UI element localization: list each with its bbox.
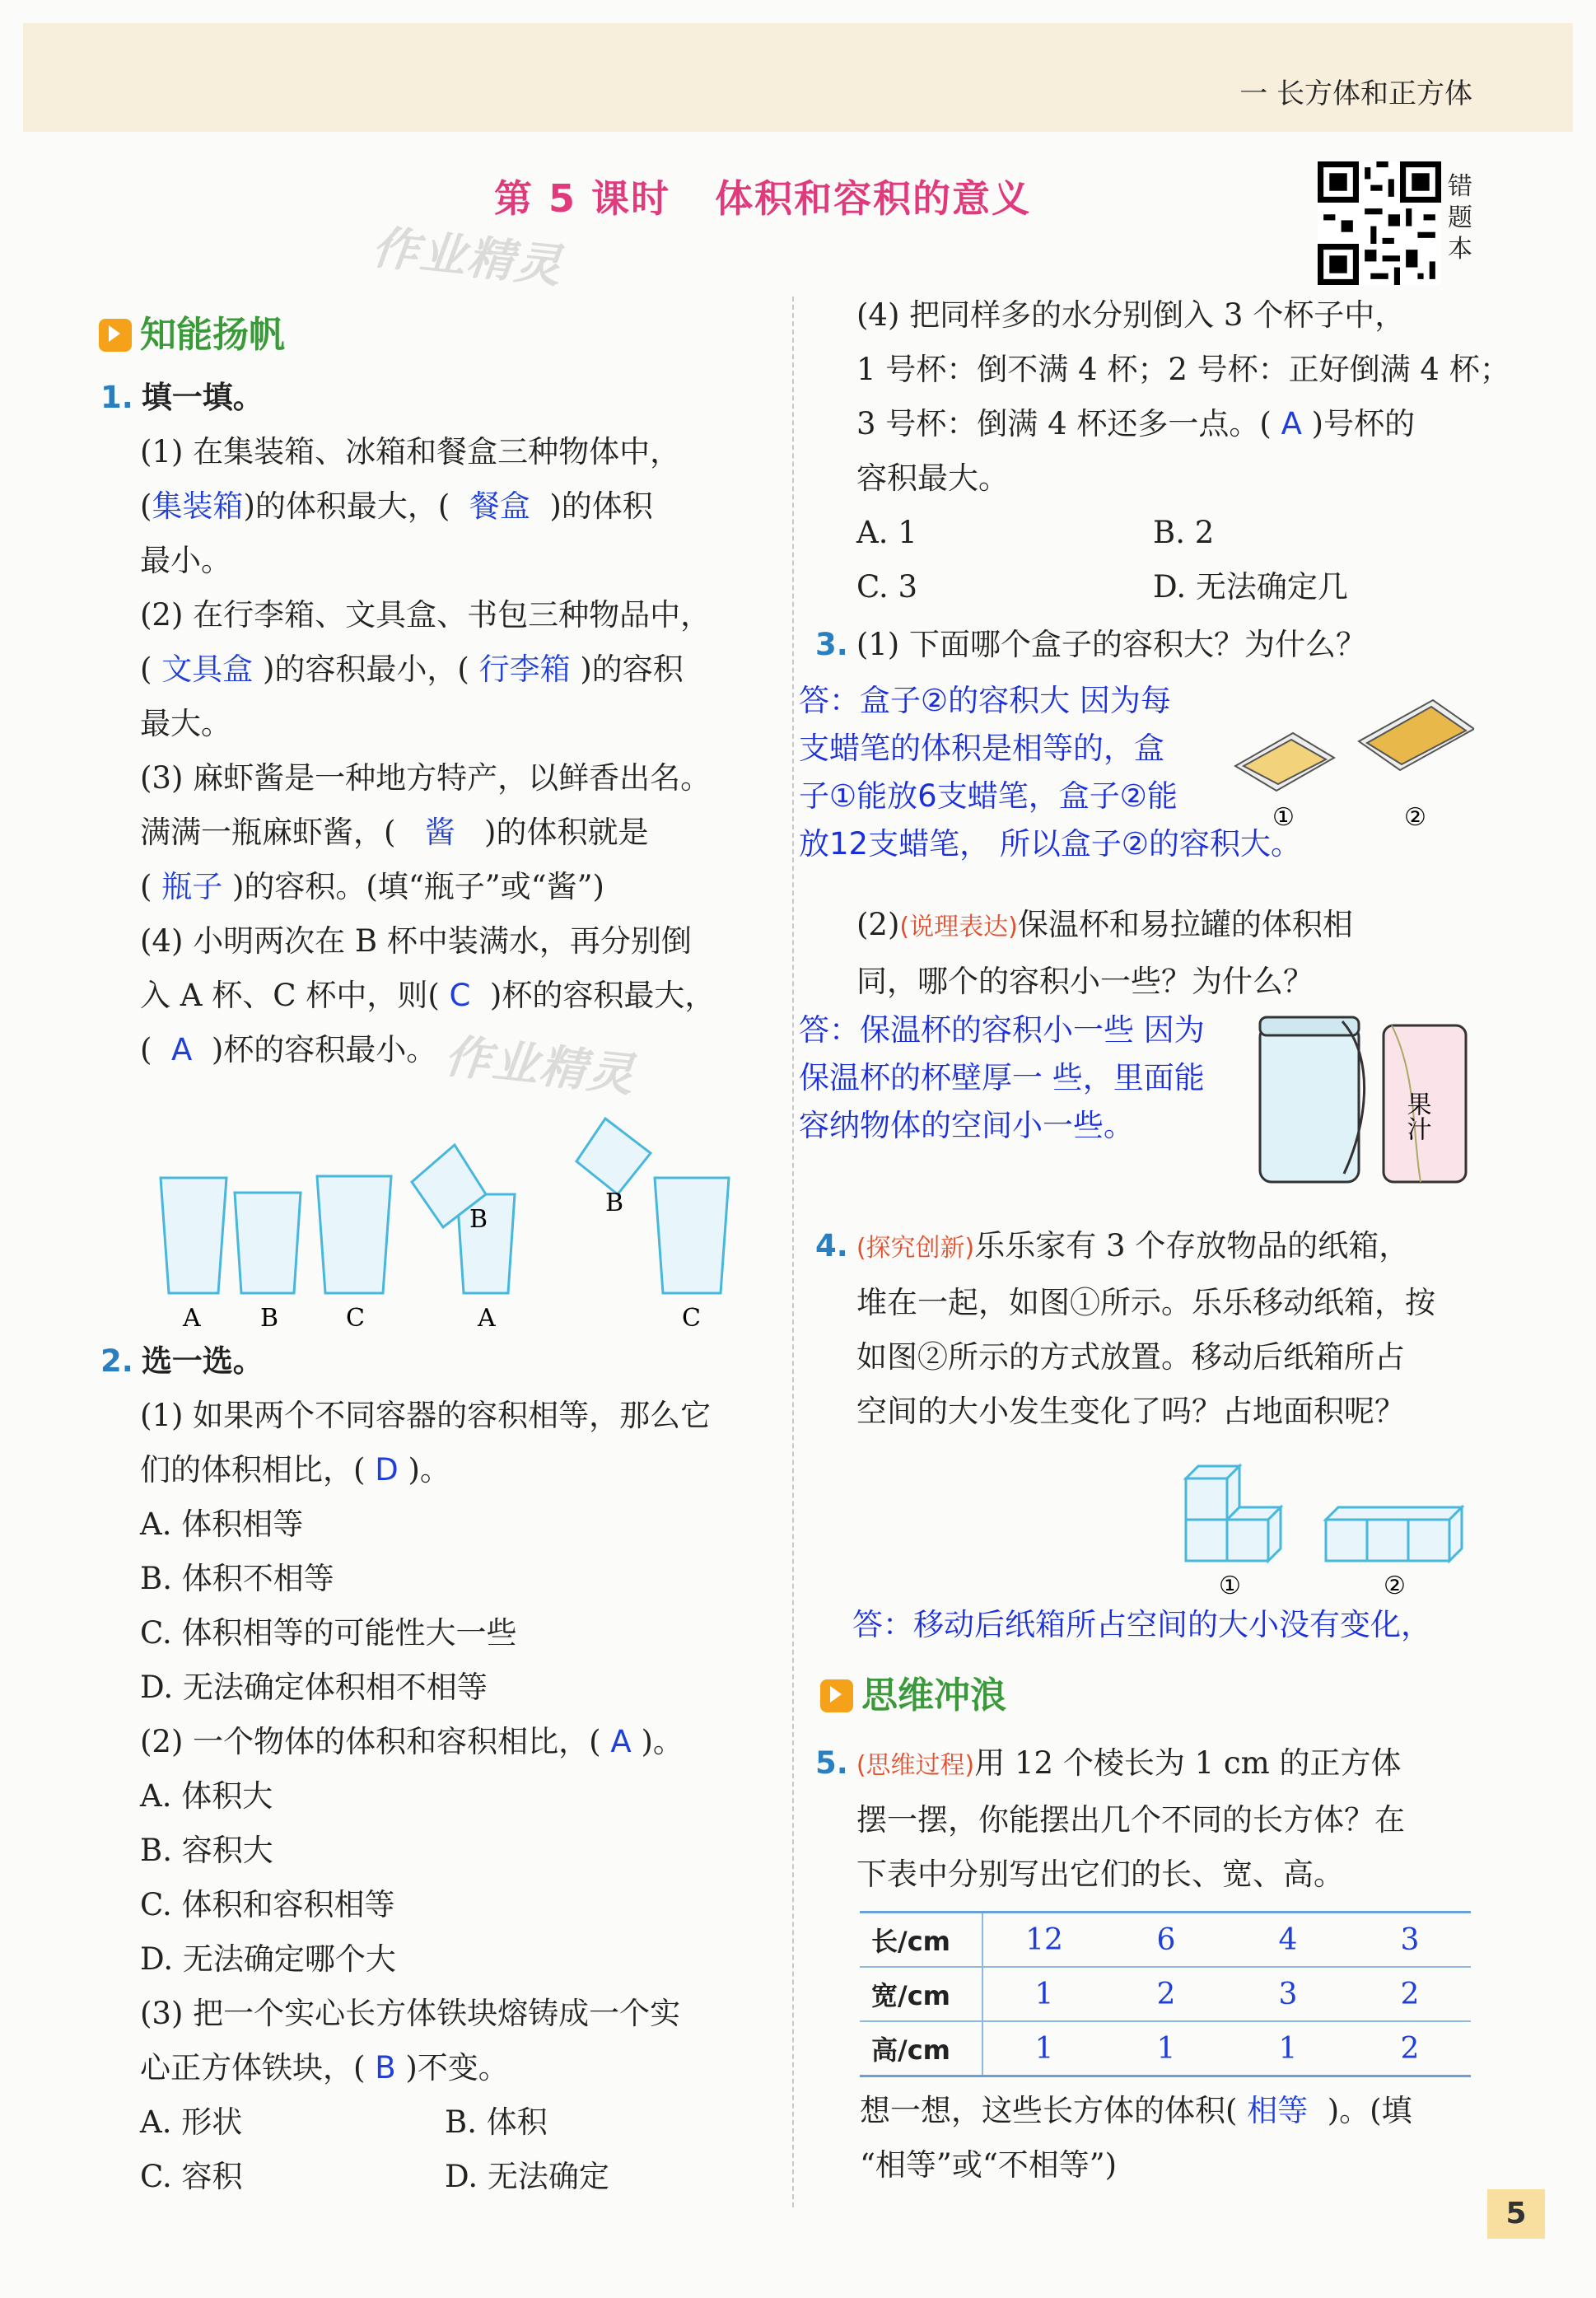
table-cell: 1 [1227, 2021, 1349, 2076]
answer: 瓶子 [161, 869, 223, 904]
table-cell: 3 [1227, 1967, 1349, 2021]
answer-3-1: 答：盒子②的容积大 因为每 支蜡笔的体积是相等的，盒 子①能放6支蜡笔，盒子②能 放12支蜡笔， 所以盒子②的容积大。 [799, 683, 1302, 862]
table-cell: 1 [982, 1967, 1105, 2021]
table-cell: 2 [1349, 2021, 1471, 2076]
question-2: 2. 选一选。 (1) 如果两个不同容器的容积相等，那么它 们的体积相比，( D )。 A. 体积相等 B. 体积不相等 C. 体积相等的可能性大一些 D. 无法确定体积相不相等 (2) 一个物体的体积和容积相比，( A )。 A. 体积大 B. 容积大 C. 体积和容积相等 D. 无法确定哪个大 (3) 把一个实心长方体铁块熔铸成一个实 心正方体铁块，( B )不变。 A. 形状 B. 体积 C. 容积 D. 无法确定 [100, 1343, 712, 2194]
answer: A [610, 1724, 632, 1759]
lesson-number: 第 5 课时 [494, 176, 671, 221]
tag-label: (说理表达) [899, 913, 1018, 941]
svg-text:A: A [183, 1304, 201, 1333]
table-cell: 1 [1105, 2021, 1227, 2076]
question-1: 1. 填一填。 (1) 在集装箱、冰箱和餐盒三种物体中， (集装箱)的体积最大，( 餐盒 )的体积 最小。 (2) 在行李箱、文具盒、书包三种物品中， ( 文具盒 )的容积最小，( 行李箱 )的容积 最大。 (3) 麻虾酱是一种地方特产，以鲜香出名。 满满一瓶麻虾酱，( 酱 )的体积就是 ( 瓶子 )的容积。(填“瓶子”或“酱”) (4) 小明两次在 B 杯中装满水，再分别倒 入 A 杯、C 杯中，则( C )杯的容积最大， ( A )杯的容积最小。 [100, 380, 716, 1067]
tag-label: (探究创新) [856, 1234, 975, 1263]
question-3-part-1: 3. (1) 下面哪个盒子的容积大？为什么？ [815, 627, 1366, 662]
crayon-boxes-figure [1227, 684, 1474, 840]
table-row: 宽/cm 1 2 3 2 [860, 1967, 1471, 2021]
cups-figure [148, 1071, 741, 1334]
svg-text:果汁: 果汁 [1402, 1091, 1431, 1141]
thermos-can-figure [1252, 1009, 1482, 1190]
table-row: 高/cm 1 1 1 2 [860, 2021, 1471, 2076]
question-5-followup: 想一想，这些长方体的体积( 相等 )。(填 “相等”或“不相等”) [860, 2093, 1412, 2183]
svg-text:C: C [346, 1304, 365, 1333]
cup-c-2 [655, 1178, 729, 1293]
table-row: 长/cm 12 6 4 3 [860, 1913, 1471, 1968]
watermark: 作业精灵 [369, 221, 566, 294]
table-cell: 4 [1227, 1913, 1349, 1968]
watermark: 作业精灵 [441, 1030, 638, 1103]
answer: 文具盒 [161, 652, 254, 687]
svg-text:B: B [605, 1189, 624, 1217]
cup-c [317, 1176, 391, 1293]
question-4: 4. (探究创新)乐乐家有 3 个存放物品的纸箱， 堆在一起，如图①所示。乐乐移动纸箱，按 如图②所示的方式放置。移动后纸箱所占 空间的大小发生变化了吗？占地面积呢？ [815, 1228, 1435, 1429]
lesson-topic: 体积和容积的意义 [715, 176, 1032, 221]
answer: 行李箱 [478, 652, 571, 687]
svg-text:B: B [260, 1304, 279, 1333]
svg-text:②: ② [1404, 803, 1426, 832]
answer: A [170, 1032, 193, 1067]
thermos-icon [1260, 1025, 1359, 1182]
table-cell: 12 [982, 1913, 1105, 1968]
answer: C [449, 978, 471, 1013]
cup-b-tilted-2 [576, 1119, 651, 1194]
page-number: 5 [1487, 2189, 1545, 2239]
question-2-part-4: (4) 把同样多的水分别倒入 3 个杯子中， 1 号杯：倒不满 4 杯；2 号杯：正好倒满 4 杯； 3 号杯：倒满 4 杯还多一点。( A )号杯的 容积最大。 A. 1 B. 2 C. 3 D. 无法确定几 [856, 297, 1510, 605]
svg-text:C: C [682, 1304, 701, 1333]
table-cell: 2 [1349, 1967, 1471, 2021]
table-cell: 6 [1105, 1913, 1227, 1968]
svg-text:①: ① [1272, 803, 1295, 832]
qr-code-icon[interactable] [1318, 161, 1441, 285]
column-divider [792, 297, 794, 2207]
answer: 餐盒 [469, 488, 530, 524]
cup-b [235, 1193, 301, 1293]
svg-text:B: B [469, 1205, 488, 1234]
answer: 集装箱 [152, 488, 244, 524]
answer-3-2: 答：保温杯的容积小一些 因为 保温杯的杯壁厚一 些，里面能 容纳物体的空间小一些。 [799, 1012, 1205, 1143]
svg-text:②: ② [1384, 1572, 1406, 1600]
flag-icon [99, 319, 132, 352]
wave-icon [820, 1679, 853, 1712]
boxes-figure [1178, 1446, 1482, 1602]
question-5: 5. (思维过程)用 12 个棱长为 1 cm 的正方体 摆一摆，你能摆出几个不同的长方体？在 下表中分别写出它们的长、宽、高。 [815, 1745, 1405, 1892]
svg-text:①: ① [1219, 1572, 1241, 1600]
answer: 酱 [424, 815, 455, 850]
answer: A [1281, 406, 1302, 441]
section-heading-2: 思维冲浪 [820, 1665, 1006, 1718]
qr-label: 错 题 本 [1448, 172, 1472, 264]
question-3-part-2: (2)(说理表达)保温杯和易拉罐的体积相 同，哪个的容积小一些？为什么？ [856, 907, 1353, 999]
table-cell: 3 [1349, 1913, 1471, 1968]
chapter-title: 一 长方体和正方体 [1239, 77, 1472, 110]
table-cell: 1 [982, 2021, 1105, 2076]
answer: D [375, 1452, 399, 1488]
tag-label: (思维过程) [856, 1751, 975, 1780]
cup-a [161, 1178, 226, 1293]
lesson-title [494, 169, 1031, 223]
section-heading-1: 知能扬帆 [99, 305, 285, 357]
answer: B [375, 2050, 396, 2085]
answer-4: 答：移动后纸箱所占空间的大小没有变化， [852, 1607, 1431, 1642]
answer: 相等 [1247, 2093, 1309, 2128]
table-cell: 2 [1105, 1967, 1227, 2021]
dimensions-table [860, 1911, 1471, 2077]
svg-text:A: A [478, 1304, 496, 1333]
